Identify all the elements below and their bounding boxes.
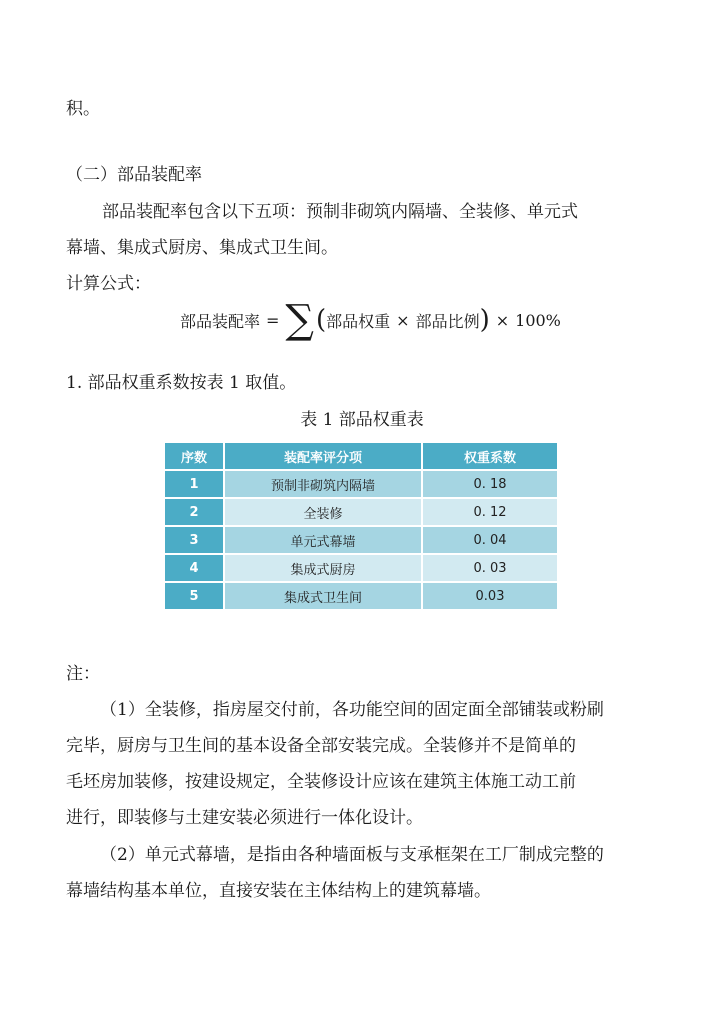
table-row [165,527,557,553]
note-label: 注： [66,664,100,684]
formula [180,297,561,343]
row-weight: 0. 18 [423,471,557,497]
row-item: 集成式卫生间 [225,583,421,609]
formula-times-2: × [495,310,510,330]
note-1-line-1: （1）全装修，指房屋交付前，各功能空间的固定面全部铺装或粉刷 [100,700,604,720]
sigma-symbol: ∑ [285,297,314,343]
note-1-line-4: 进行，即装修与土建安装必须进行一体化设计。 [66,808,423,828]
table-row [165,471,557,497]
table-row [165,583,557,609]
note-2-line-2: 幕墙结构基本单位，直接安装在主体结构上的建筑幕墙。 [66,881,491,901]
row-item: 集成式厨房 [225,555,421,581]
table-row [165,555,557,581]
row-weight: 0. 03 [423,555,557,581]
row-index: 2 [165,499,223,525]
note-1-line-2: 完毕，厨房与卫生间的基本设备全部安装完成。全装修并不是简单的 [66,736,576,756]
formula-term-2: 部品比例 [415,311,480,331]
formula-percent: 100% [515,310,561,330]
table-header-row [165,443,557,469]
row-weight: 0. 12 [423,499,557,525]
formula-label: 计算公式： [66,274,151,294]
row-index: 3 [165,527,223,553]
weights-table [163,441,559,611]
intro-line-2: 幕墙、集成式厨房、集成式卫生间。 [66,238,338,258]
row-item: 预制非砌筑内隔墙 [225,471,421,497]
row-item: 单元式幕墙 [225,527,421,553]
table-row [165,499,557,525]
header-index: 序数 [165,443,223,469]
row-index: 4 [165,555,223,581]
row-index: 1 [165,471,223,497]
formula-times-1: × [396,310,410,330]
formula-lhs: 部品装配率 [180,311,261,331]
table-caption: 表 1 部品权重表 [300,410,424,430]
close-paren: ) [479,305,490,335]
header-weight: 权重系数 [423,443,557,469]
header-item: 装配率评分项 [225,443,421,469]
paragraph-tail: 积。 [66,99,100,119]
row-weight: 0. 04 [423,527,557,553]
intro-line-1: 部品装配率包含以下五项：预制非砌筑内隔墙、全装修、单元式 [102,202,578,222]
formula-term-1: 部品权重 [326,311,391,331]
row-index: 5 [165,583,223,609]
section-heading: （二）部品装配率 [66,165,202,185]
note-1-line-3: 毛坯房加装修，按建设规定，全装修设计应该在建筑主体施工动工前 [66,772,576,792]
row-weight: 0.03 [423,583,557,609]
row-item: 全装修 [225,499,421,525]
formula-equals: = [266,310,280,330]
note-2-line-1: （2）单元式幕墙，是指由各种墙面板与支承框架在工厂制成完整的 [100,845,604,865]
open-paren: ( [315,305,327,335]
item-1: 1. 部品权重系数按表 1 取值。 [66,373,297,393]
